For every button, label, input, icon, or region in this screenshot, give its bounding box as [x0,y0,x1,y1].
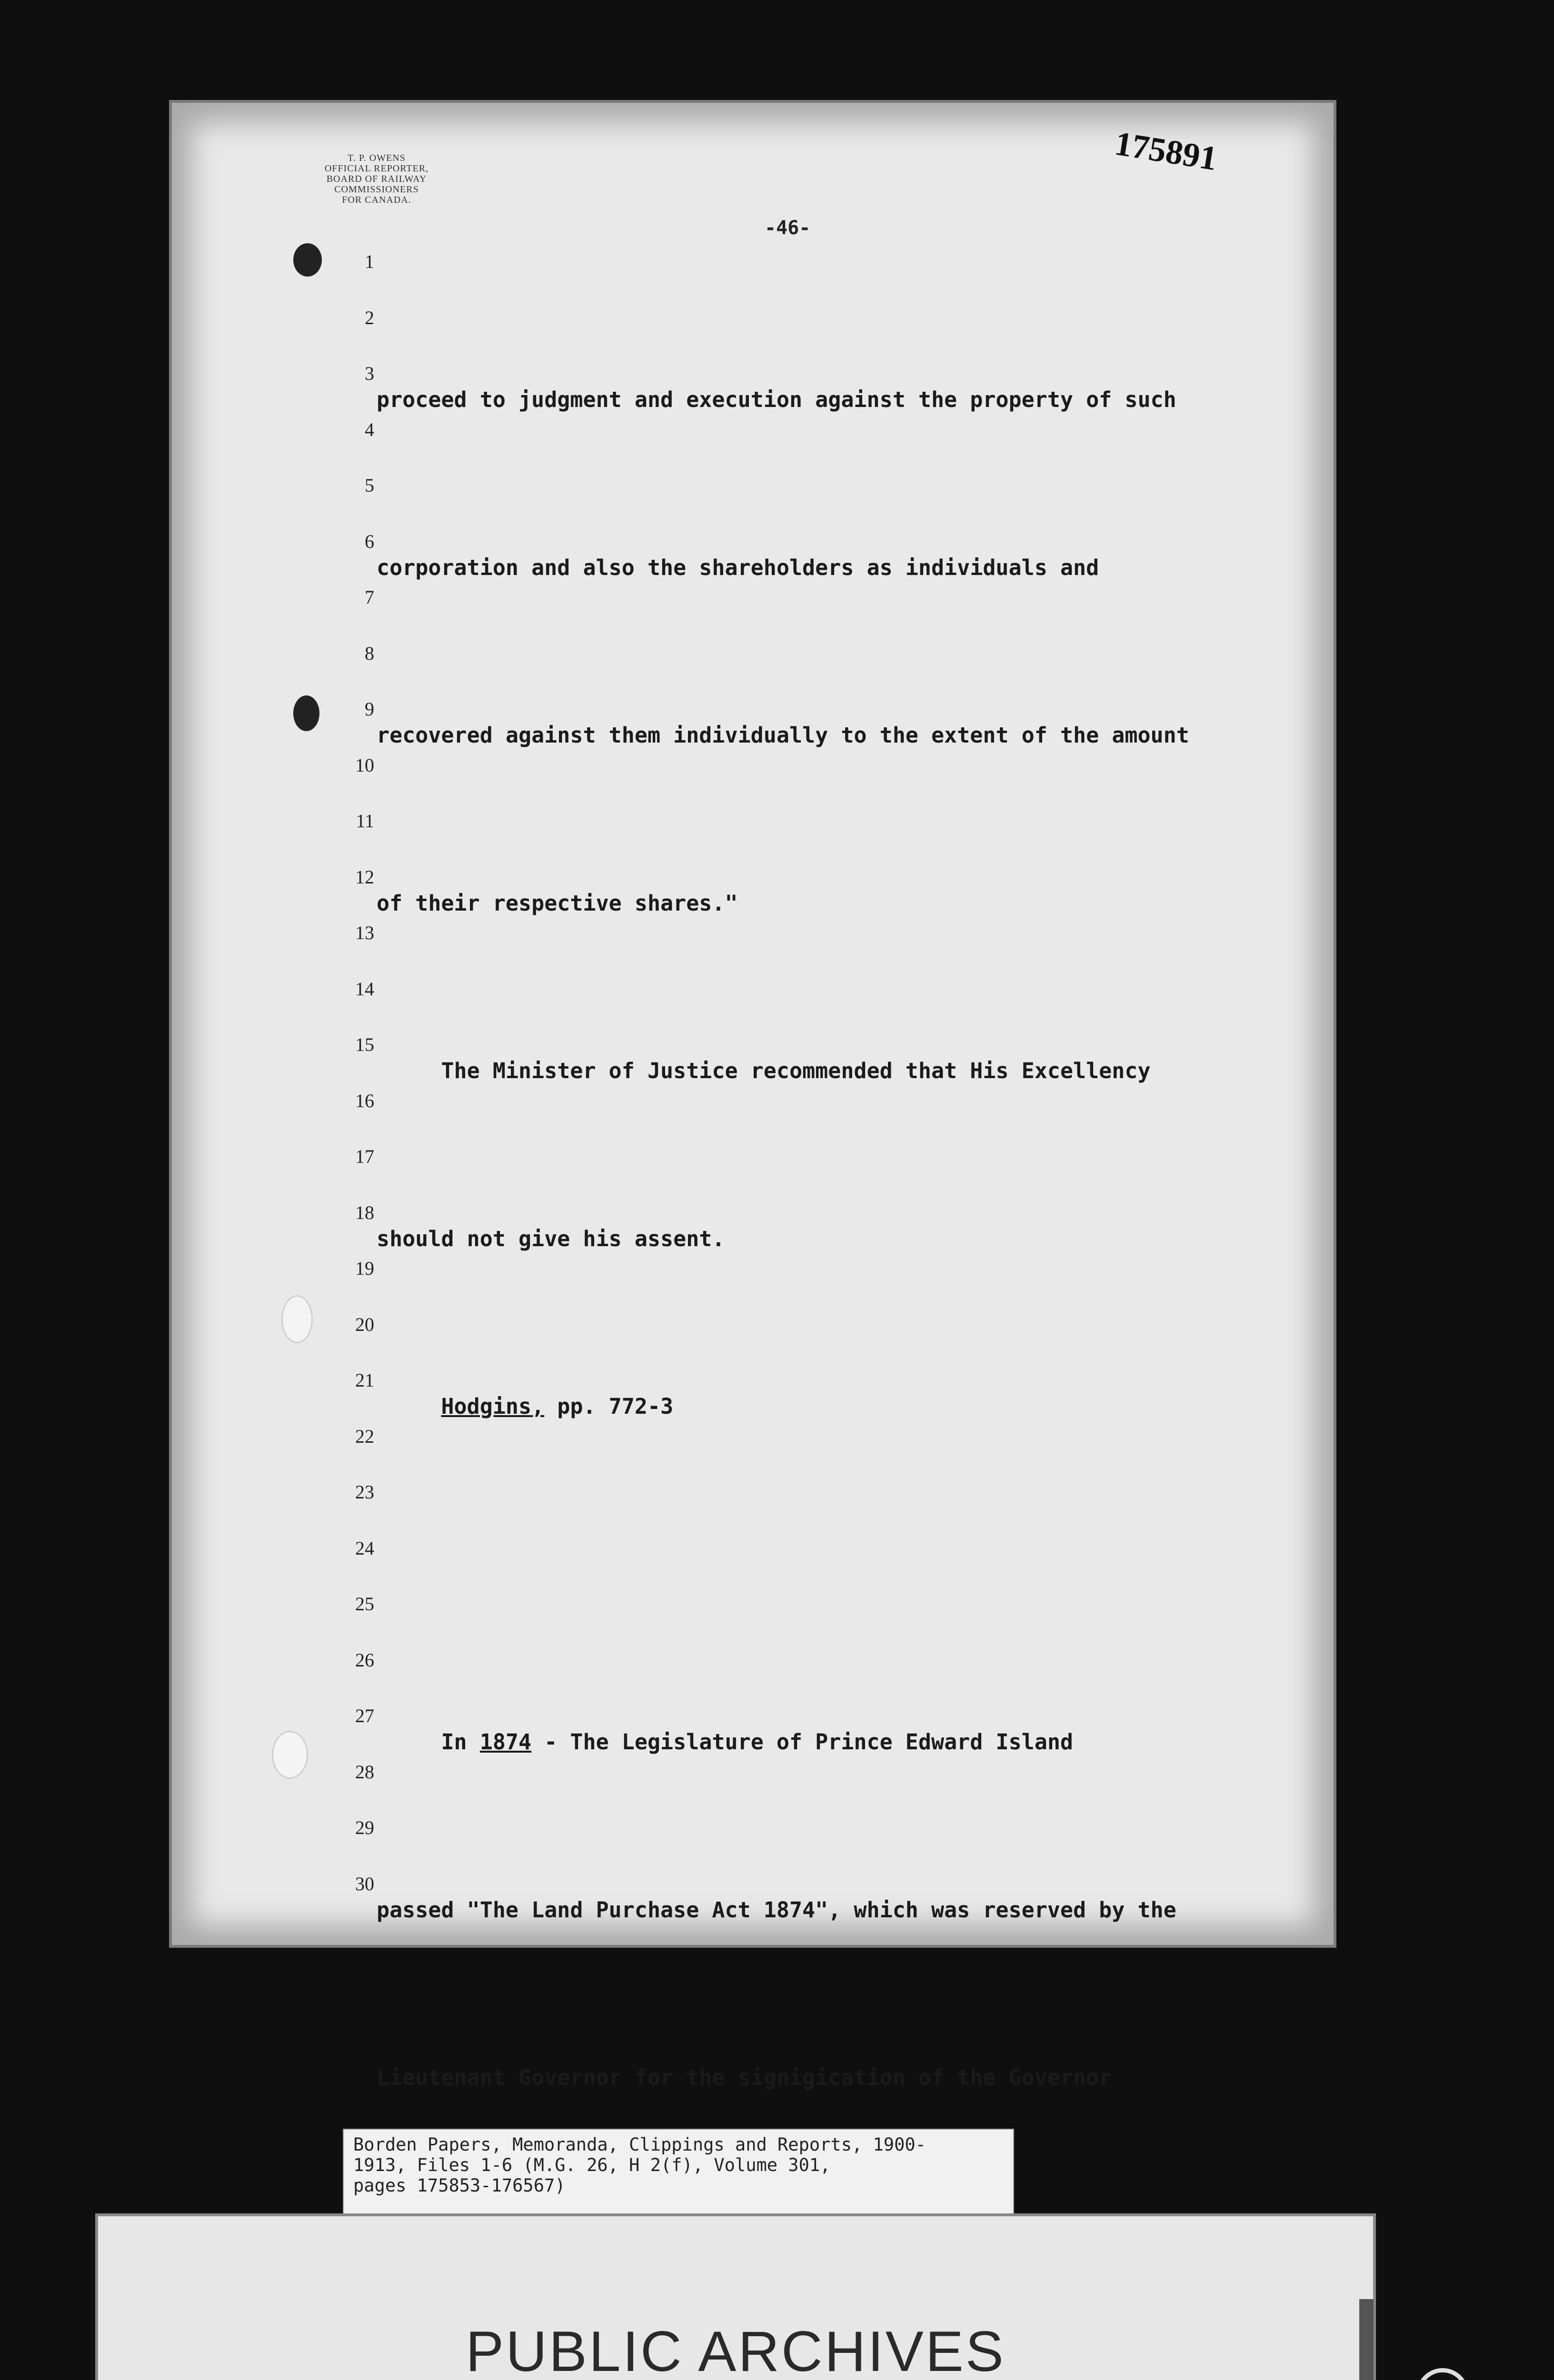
line-number: 15 [355,1034,374,1055]
line-number: 20 [355,1313,374,1335]
line-number: 6 [365,530,374,552]
line-number: 11 [356,810,374,832]
line-number: 2 [365,307,374,328]
text-line: The Minister of Justice recommended that His Excellency [377,1058,1151,1083]
stamp-line: OFFICIAL REPORTER, [324,163,429,174]
line-number: 1 [365,251,374,272]
banner-edge-bar [1359,2299,1374,2380]
line-number: 16 [355,1090,374,1111]
punch-hole-icon [293,243,322,277]
text-line: of their respective shares." [377,890,738,916]
caption-line: pages 175853-176567) [353,2175,566,2196]
caption-line: Borden Papers, Memoranda, Clippings and Reports, 1900- [353,2134,926,2155]
line-number: 10 [355,754,374,776]
stamp-line: BOARD OF RAILWAY [326,174,427,184]
line-number-column [336,250,374,1928]
stamp-line: T. P. OWENS [348,153,406,163]
line-number: 23 [355,1481,374,1503]
text-line: In 1874 - The Legislature of Prince Edward Island [377,1729,1074,1755]
source-caption [343,2129,1014,2214]
stamp-line: COMMISSIONERS [334,184,419,195]
line-number: 30 [355,1873,374,1894]
line-number: 3 [365,363,374,384]
caption-line: 1913, Files 1-6 (M.G. 26, H 2(f), Volume 301, [353,2155,831,2175]
page-number: -46- [765,217,811,239]
line-number: 29 [355,1817,374,1838]
document-page [169,100,1336,2090]
line-number: 22 [355,1425,374,1447]
text-line: corporation and also the shareholders as individuals and [377,555,1099,580]
line-number: 7 [365,586,374,608]
text-line: recovered against them individually to the extent of the amount [377,723,1189,748]
stamp-line: FOR CANADA. [342,195,411,205]
punch-hole-icon [293,695,319,731]
text-line: Lieutenant Governor for the signigication of the Governor [377,2065,1112,2090]
banner-title-en: PUBLIC ARCHIVES [466,2320,1006,2380]
line-number: 17 [355,1146,374,1167]
text-line [377,1547,1343,1603]
line-number: 26 [355,1649,374,1671]
line-number: 5 [365,475,374,496]
folio-number: 175891 [1112,124,1220,178]
line-number: 21 [355,1369,374,1391]
line-number: 28 [355,1761,374,1783]
text-line: passed "The Land Purchase Act 1874", which was reserved by the [377,1897,1176,1923]
line-number: 25 [355,1593,374,1615]
line-number: 13 [355,922,374,943]
line-number: 19 [355,1258,374,1279]
line-number: 12 [355,866,374,888]
typewritten-body [377,260,1343,2380]
text-line: should not give his assent. [377,1226,725,1251]
citation-line: Hodgins, pp. 772-3 [441,1394,674,1419]
line-number: 8 [365,642,374,664]
line-number: 27 [355,1705,374,1726]
punch-hole-icon [281,1295,313,1343]
line-number: 4 [365,418,374,440]
line-number: 9 [365,698,374,720]
line-number: 14 [355,978,374,1000]
line-number: 24 [355,1537,374,1559]
text-line: proceed to judgment and execution against the property of such [377,387,1176,412]
reporter-stamp [291,153,462,205]
archives-banner [95,2213,1376,2380]
punch-hole-icon [272,1731,308,1779]
line-number: 18 [355,1201,374,1223]
archives-logo-icon [1416,2368,1469,2380]
